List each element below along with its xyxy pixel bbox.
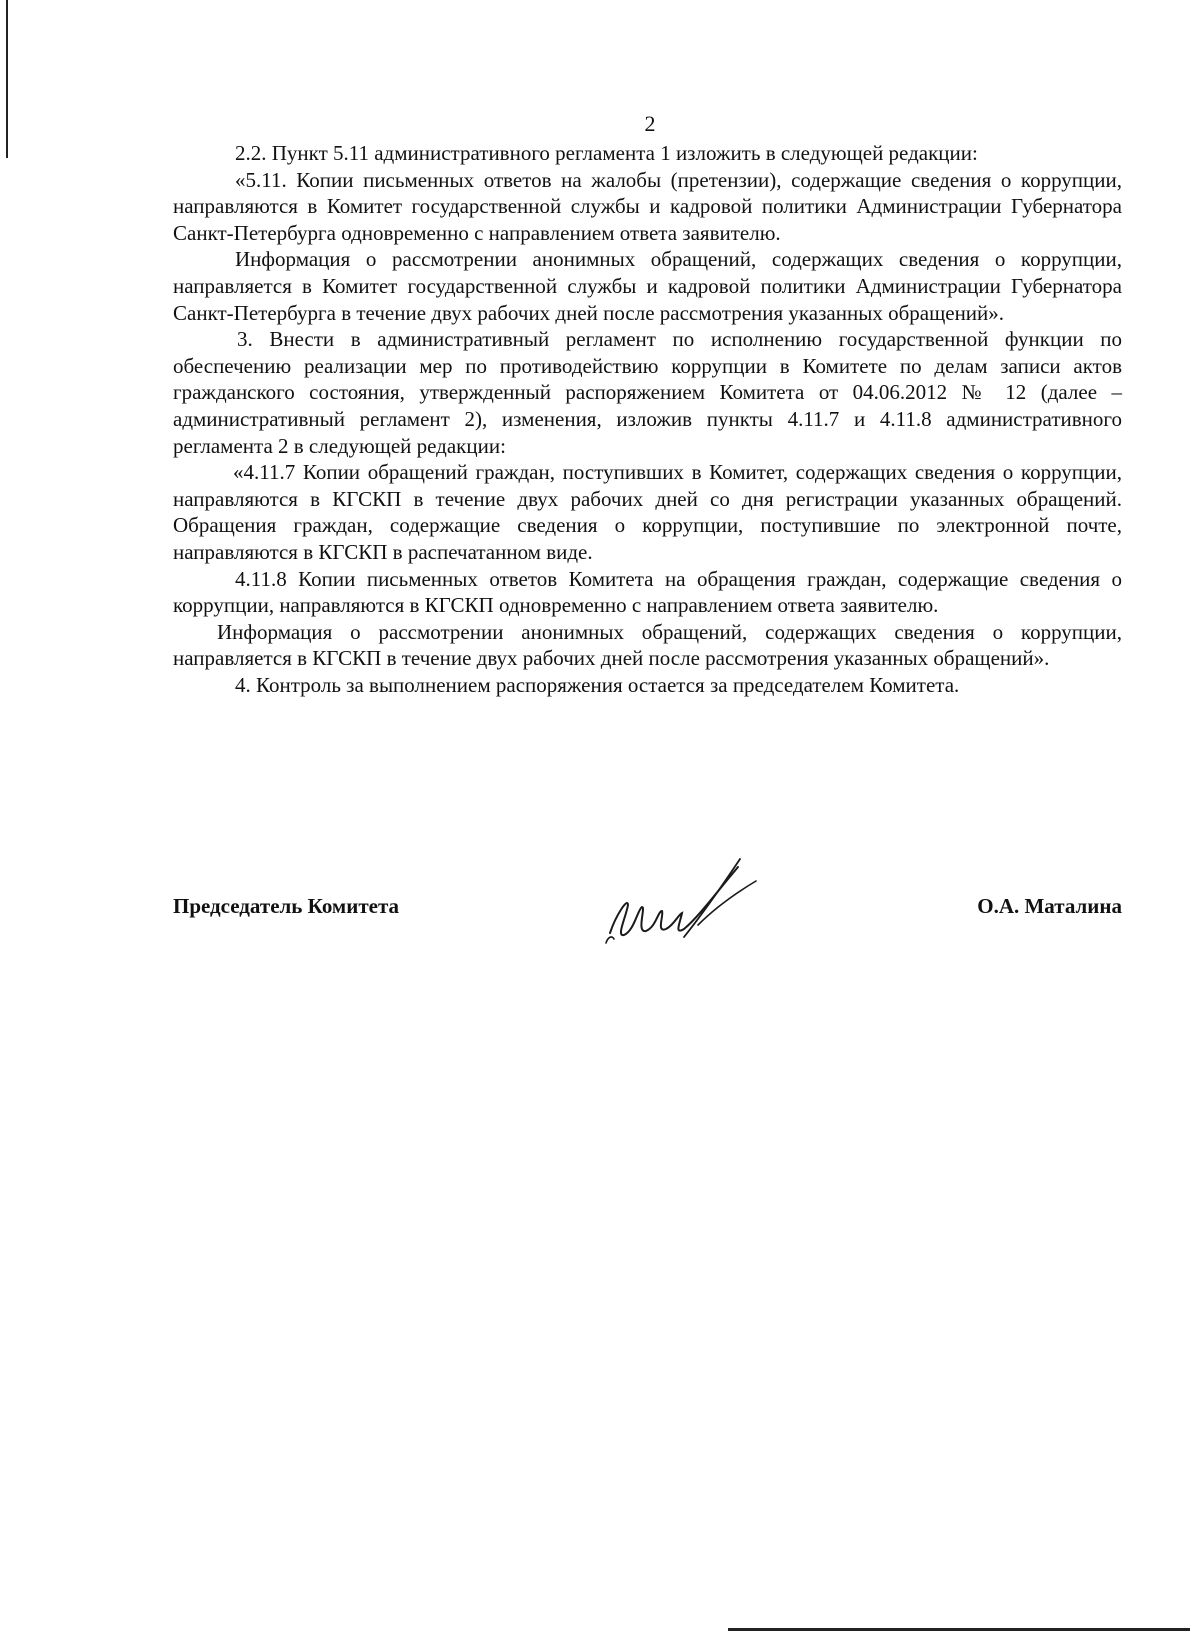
document-body (173, 140, 1122, 698)
scan-bottom-line (728, 1628, 1190, 1631)
signature-block (173, 894, 1122, 924)
paragraph-info-anonymous-1: Информация о рассмотрении анонимных обращений, содержащих сведения о коррупции, направляется в Комитет государственной службы и кадровой политики Администрации Губернатора Санкт-Петербурга в течение двух рабочих дней после рассмотрения указанных обращений». (173, 247, 1122, 325)
paragraph-3: 3. Внести в административный регламент по исполнению государственной функции по обеспечению реализации мер по противодействию коррупции в Комитете по делам записи актов гражданского состояния, утвержденный распоряжением Комитета от 04.06.2012 № 12 (далее – административный регламент 2), изменения, изложив пункты 4.11.7 и 4.11.8 административного регламента 2 в следующей редакции: (173, 327, 1122, 458)
paragraph-5-11: «5.11. Копии письменных ответов на жалобы (претензии), содержащие сведения о коррупции, направляются в Комитет государственной службы и кадровой политики Администрации Губернатора Санкт-Петербурга одновременно с направлением ответа заявителю. (173, 167, 1122, 245)
signatory-title: Председатель Комитета (173, 894, 400, 918)
paragraph-4: 4. Контроль за выполнением распоряжения остается за председателем Комитета. (235, 672, 960, 697)
paragraph-4-11-7: «4.11.7 Копии обращений граждан, поступивших в Комитет, содержащих сведения о коррупции, направляются в КГСКП в течение двух рабочих дней со дня регистрации указанных обращений. Обращения граждан, содержащие сведения о коррупции, поступившие по электронной почте, направляются в КГСКП в распечатанном виде. (173, 460, 1122, 564)
page-number: 2 (644, 111, 656, 136)
paragraph-2-2: 2.2. Пункт 5.11 административного регламента 1 изложить в следующей редакции: (235, 141, 978, 165)
paragraph-4-11-8: 4.11.8 Копии письменных ответов Комитета на обращения граждан, содержащие сведения о коррупции, направляются в КГСКП одновременно с направлением ответа заявителю. (173, 566, 1122, 618)
paragraph-info-anonymous-2: Информация о рассмотрении анонимных обращений, содержащих сведения о коррупции, направляется в КГСКП в течение двух рабочих дней после рассмотрения указанных обращений». (173, 619, 1122, 671)
signatory-name: О.А. Маталина (977, 894, 1122, 918)
